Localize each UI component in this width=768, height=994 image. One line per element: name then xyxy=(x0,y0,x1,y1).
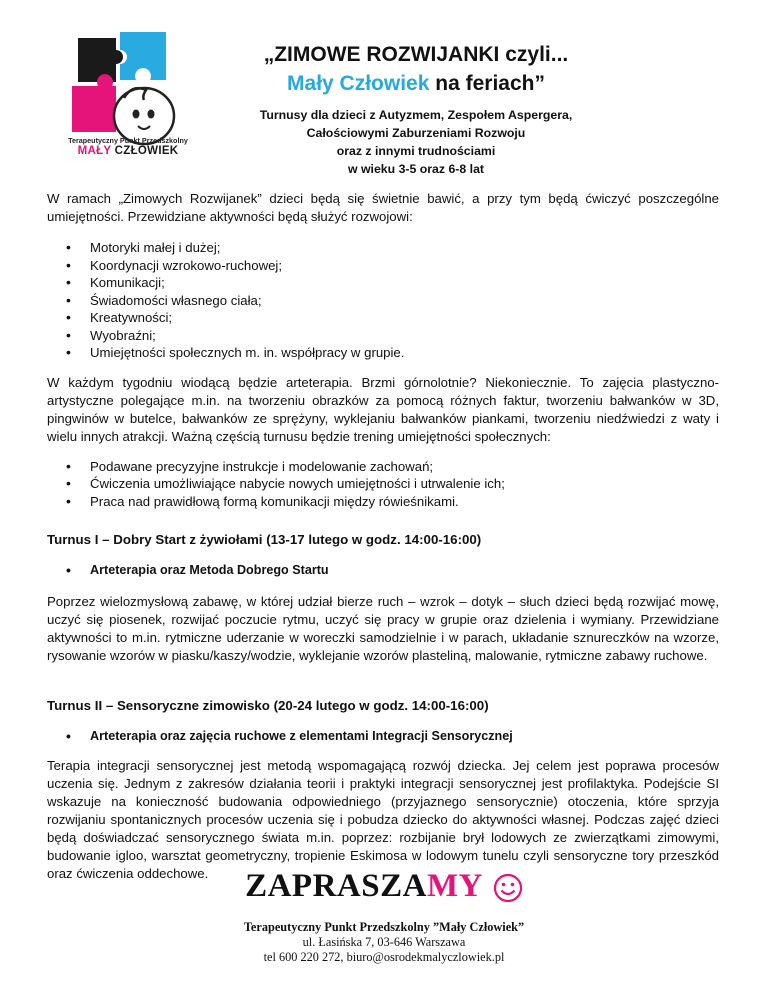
intro-paragraph: W ramach „Zimowych Rozwijanek” dzieci będą się świetnie bawić, a przy tym będą ćwiczyć poszczególne umiejętności. Przewidziane aktywności będą służyć rozwojowi: xyxy=(47,191,719,224)
turnus1-heading: Turnus I – Dobry Start z żywiołami (13-17 lutego w godz. 14:00-16:00) xyxy=(47,532,482,547)
logo-subtitle: Terapeutyczny Punkt Przedszkolny xyxy=(68,136,188,145)
subtitle-line4: w wieku 3-5 oraz 6-8 lat xyxy=(348,162,484,176)
footer-line3: tel 600 220 272, biuro@osrodekmalyczlowiek.pl xyxy=(263,950,505,964)
title-line2-rest: na feriach” xyxy=(429,72,545,95)
weekly-paragraph: W każdym tygodniu wiodącą będzie arteterapia. Brzmi górnolotnie? Niekoniecznie. To zajęcia plastyczno-artystyczne polegające m.in. na tworzeniu obrazków za pomocą różnych faktur, tworzeniu bałwanków w 3D, pingwinów w butelce, bałwanków ze sprężyny, wyklejaniu bałwanków piankami, tworzeniu niedźwiedzi z waty i wielu innych atrakcji. Ważną częścią turnusu będzie trening umiejętności społecznych: xyxy=(47,374,719,444)
document-body xyxy=(47,190,719,883)
turnus2-heading: Turnus II – Sensoryczne zimowisko (20-24 lutego w godz. 14:00-16:00) xyxy=(47,697,489,713)
list-item: • Motoryki małej i dużej; xyxy=(47,239,719,257)
footer-line2: ul. Łasińska 7, 03-646 Warszawa xyxy=(302,935,466,949)
subtitle-line3: oraz z innymi trudnościami xyxy=(336,144,496,158)
turnus1-list xyxy=(47,562,719,580)
logo-name-part2: CZŁOWIEK xyxy=(114,145,179,157)
list-item: • Podawane precyzyjne instrukcje i modelowanie zachowań; xyxy=(47,458,719,476)
invite-part2: MY xyxy=(426,868,483,904)
social-list xyxy=(47,458,719,511)
list-item: • Koordynacji wzrokowo-ruchowej; xyxy=(47,257,719,275)
list-item: • Wyobraźni; xyxy=(47,327,719,345)
subtitle-line2: Całościowymi Zaburzeniami Rozwoju xyxy=(306,126,526,140)
list-item: • Komunikacji; xyxy=(47,274,719,292)
invite-banner xyxy=(0,868,768,905)
logo-name-part1: MAŁY xyxy=(77,145,112,157)
logo-name xyxy=(58,145,198,157)
footer-line1: Terapeutyczny Punkt Przedszkolny ”Mały Człowiek” xyxy=(243,920,525,934)
list-item: • Kreatywności; xyxy=(47,309,719,327)
turnus1-paragraph: Poprzez wielozmysłową zabawę, w której udział bierze ruch – wzrok – dotyk – słuch dzieci będą rozwijać mowę, uczyć się piosenek, rozwijać poczucie rytmu, uczyć się pracy w grupie oraz dzielenia i wymiany. Przewidziane aktywności to m.in. rytmiczne uderzanie w woreczki samodzielnie i w parach, układanie sznureczków na wzorze, rysowanie wzorów w piasku/kaszy/wodzie, wyklejanie wzorów plasteliną, malowanie, rytmiczne zabawy ruchowe. xyxy=(47,593,719,663)
page-subtitle xyxy=(226,106,606,178)
invite-part1: ZAPRASZA xyxy=(245,868,427,904)
skills-list xyxy=(47,239,719,362)
title-highlight: Mały Człowiek xyxy=(287,72,430,95)
turnus2-paragraph: Terapia integracji sensorycznej jest metodą wspomagającą rozwój dziecka. Jej celem jest poprawa procesów uczenia się. Jednym z zakresów działania teorii i praktyki integracji sensorycznej jest profilaktyka. Podejście SI wskazuje na konieczność budowania odpowiedniego (przyjaznego sensorycznie) otoczenia, które sprzyja rozwijaniu spontanicznych procesów uczenia się i pobudza dziecko do aktywności własnej. Podczas zajęć dzieci będą doświadczać sensorycznego świata m.in. poprzez: rozbijanie brył lodowych ze zwierzątkami zimowymi, budowanie igloo, warsztat geometryczny, tropienie Eskimosa w lodowym tunelu czyli sensoryczne tory przeszkód oraz ćwiczenia oddechowe. xyxy=(47,758,719,881)
list-item: • Arteterapia oraz zajęcia ruchowe z elementami Integracji Sensorycznej xyxy=(47,728,719,746)
smiley-icon xyxy=(493,873,523,903)
list-item: • Umiejętności społecznych m. in. współpracy w grupie. xyxy=(47,344,719,362)
subtitle-line1: Turnusy dla dzieci z Autyzmem, Zespołem Aspergera, xyxy=(259,108,573,122)
footer xyxy=(0,920,768,965)
list-item: • Arteterapia oraz Metoda Dobrego Startu xyxy=(47,562,719,580)
title-line2 xyxy=(226,69,606,98)
list-item: • Ćwiczenia umożliwiające nabycie nowych umiejętności i utrwalenie ich; xyxy=(47,475,719,493)
turnus2-list xyxy=(47,728,719,746)
page-title xyxy=(226,40,606,98)
list-item: • Świadomości własnego ciała; xyxy=(47,292,719,310)
list-item: • Praca nad prawidłową formą komunikacji między rówieśnikami. xyxy=(47,493,719,511)
title-line1: „ZIMOWE ROZWIJANKI czyli... xyxy=(263,43,569,66)
